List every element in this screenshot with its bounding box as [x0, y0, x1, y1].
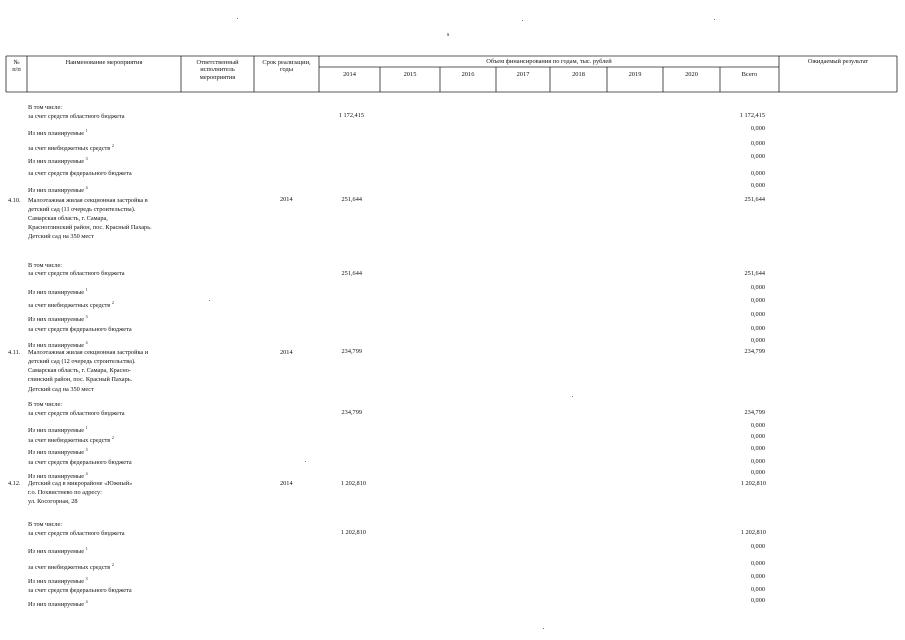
planned-total: 0,000 — [750, 573, 765, 580]
regional-total: 251,644 — [744, 270, 765, 277]
planned-label: Из них планируемые $^3$ — [28, 447, 88, 457]
header-term: Срок реализации, годы — [262, 59, 311, 74]
planned-label: Из них планируемые $^1$ — [28, 425, 88, 435]
header-financing: Объем финансирования по годам, тыс. рублей — [486, 58, 612, 65]
federal-total: 0,000 — [750, 170, 765, 177]
item-year: 2014 — [280, 480, 293, 487]
planned-label: Из них планируемые $^1$ — [28, 546, 88, 556]
item-2014: 251,644 — [341, 196, 362, 203]
planned-total: 0,000 — [750, 182, 765, 189]
scan-speck — [305, 461, 306, 462]
header-name: Наименование мероприятия — [65, 59, 143, 66]
extra-total: 0,000 — [750, 140, 765, 147]
item-2014: 234,799 — [341, 348, 362, 355]
item-year: 2014 — [280, 349, 293, 356]
planned-label: Из них планируемые $^4$ — [28, 599, 88, 609]
item-code: 4.11. — [8, 349, 21, 356]
planned-total: 0,000 — [750, 311, 765, 318]
item-desc-line: Самарская область, г. Самара, Красно- — [28, 367, 132, 374]
regional-total: 1 202,810 — [740, 529, 766, 536]
planned-label: Из них планируемые $^1$ — [28, 128, 88, 138]
item-desc-line: ул. Косогорная, 28 — [28, 498, 78, 505]
item-desc-line: детский сад (12 очередь строительства). — [28, 358, 136, 365]
federal-label: за счет средств федерального бюджета — [28, 587, 132, 594]
header-result: Ожидаемый результат — [807, 58, 869, 65]
federal-total: 0,000 — [750, 586, 765, 593]
scan-speck — [522, 20, 523, 21]
planned-label: Из них планируемые $^3$ — [28, 156, 88, 166]
item-desc-line: Самарская область, г. Самара, — [28, 215, 108, 222]
planned-label: Из них планируемые $^1$ — [28, 287, 88, 297]
planned-total: 0,000 — [750, 597, 765, 604]
item-desc-line: Малоэтажная жилая секционная застройка и — [28, 349, 149, 356]
extra-total: 0,000 — [750, 297, 765, 304]
header-year: 2015 — [403, 71, 417, 78]
regional-total: 234,799 — [744, 409, 765, 416]
item-total: 234,799 — [744, 348, 765, 355]
item-code: 4.10. — [8, 197, 21, 204]
planned-total: 0,000 — [750, 125, 765, 132]
extra-label: за счет внебюджетных средств $^2$ — [28, 300, 114, 310]
extra-total: 0,000 — [750, 560, 765, 567]
item-total: 251,644 — [744, 196, 765, 203]
item-desc-line: глинский район, пос. Красный Пахарь. — [28, 376, 133, 383]
planned-label: Из них планируемые $^4$ — [28, 471, 88, 481]
item-desc-line: Красноглинский район, пос. Красный Пахарь. — [28, 224, 152, 231]
item-desc-line: Детский сад в микрорайоне «Южный» — [28, 480, 133, 487]
scan-speck — [543, 628, 544, 629]
planned-total: 0,000 — [750, 284, 765, 291]
item-2014: 1 202,810 — [340, 480, 366, 487]
header-year: 2018 — [572, 71, 585, 78]
regional-2014: 251,644 — [341, 270, 362, 277]
scan-speck — [572, 396, 573, 397]
federal-total: 0,000 — [750, 325, 765, 332]
extra-total: 0,000 — [750, 433, 765, 440]
item-desc-line: г.о. Похвистнево по адресу: — [28, 489, 102, 496]
including-label: В том числе: — [28, 401, 63, 408]
federal-label: за счет средств федерального бюджета — [28, 170, 132, 177]
regional-2014: 234,799 — [341, 409, 362, 416]
regional-label: за счет средств областного бюджета — [28, 530, 125, 537]
scan-speck — [237, 18, 238, 19]
scan-speck — [714, 19, 715, 20]
planned-total: 0,000 — [750, 337, 765, 344]
header-num: № п/п — [12, 59, 21, 74]
planned-total: 0,000 — [750, 469, 765, 476]
header-year: 2019 — [628, 71, 642, 78]
including-label: В том числе: — [28, 262, 63, 269]
item-desc-line: Детский сад на 350 мест — [28, 386, 94, 393]
federal-total: 0,000 — [750, 458, 765, 465]
planned-total: 0,000 — [750, 543, 765, 550]
planned-total: 0,000 — [750, 153, 765, 160]
item-year: 2014 — [280, 196, 293, 203]
regional-label: за счет средств областного бюджета — [28, 410, 125, 417]
header-year: 2017 — [516, 71, 530, 78]
planned-label: Из них планируемые $^3$ — [28, 314, 88, 324]
extra-label: за счет внебюджетных средств $^2$ — [28, 143, 114, 153]
item-desc-line: Детский сад на 350 мест — [28, 233, 94, 240]
planned-label: Из них планируемые $^3$ — [28, 576, 88, 586]
extra-label: за счет внебюджетных средств $^2$ — [28, 562, 114, 572]
table-header-grid — [0, 0, 905, 100]
regional-2014: 1 172,415 — [338, 112, 364, 119]
extra-label: за счет внебюджетных средств $^2$ — [28, 435, 114, 445]
item-desc-line: Малоэтажная жилая секционная застройка в — [28, 197, 148, 204]
regional-label: за счет средств областного бюджета — [28, 113, 125, 120]
federal-label: за счет средств федерального бюджета — [28, 459, 132, 466]
item-desc-line: детский сад (11 очередь строительства). — [28, 206, 136, 213]
planned-total: 0,000 — [750, 445, 765, 452]
header-year-total: Всего — [741, 71, 758, 78]
regional-total: 1 172,415 — [739, 112, 765, 119]
regional-label: за счет средств областного бюджета — [28, 270, 125, 277]
federal-label: за счет средств федерального бюджета — [28, 326, 132, 333]
regional-2014: 1 202,810 — [340, 529, 366, 536]
header-year: 2020 — [685, 71, 698, 78]
including-label: В том числе: — [28, 521, 63, 528]
header-responsible: Ответственный исполнитель мероприятия — [196, 59, 239, 81]
page-mark: s — [447, 32, 450, 38]
item-total: 1 202,810 — [740, 480, 766, 487]
item-code: 4.12. — [8, 480, 21, 487]
planned-total: 0,000 — [750, 422, 765, 429]
header-year: 2014 — [343, 71, 356, 78]
including-label: В том числе: — [28, 104, 63, 111]
planned-label: Из них планируемые $^4$ — [28, 185, 88, 195]
scan-speck — [209, 300, 210, 301]
planned-label: Из них планируемые $^4$ — [28, 340, 88, 350]
header-year: 2016 — [461, 71, 475, 78]
